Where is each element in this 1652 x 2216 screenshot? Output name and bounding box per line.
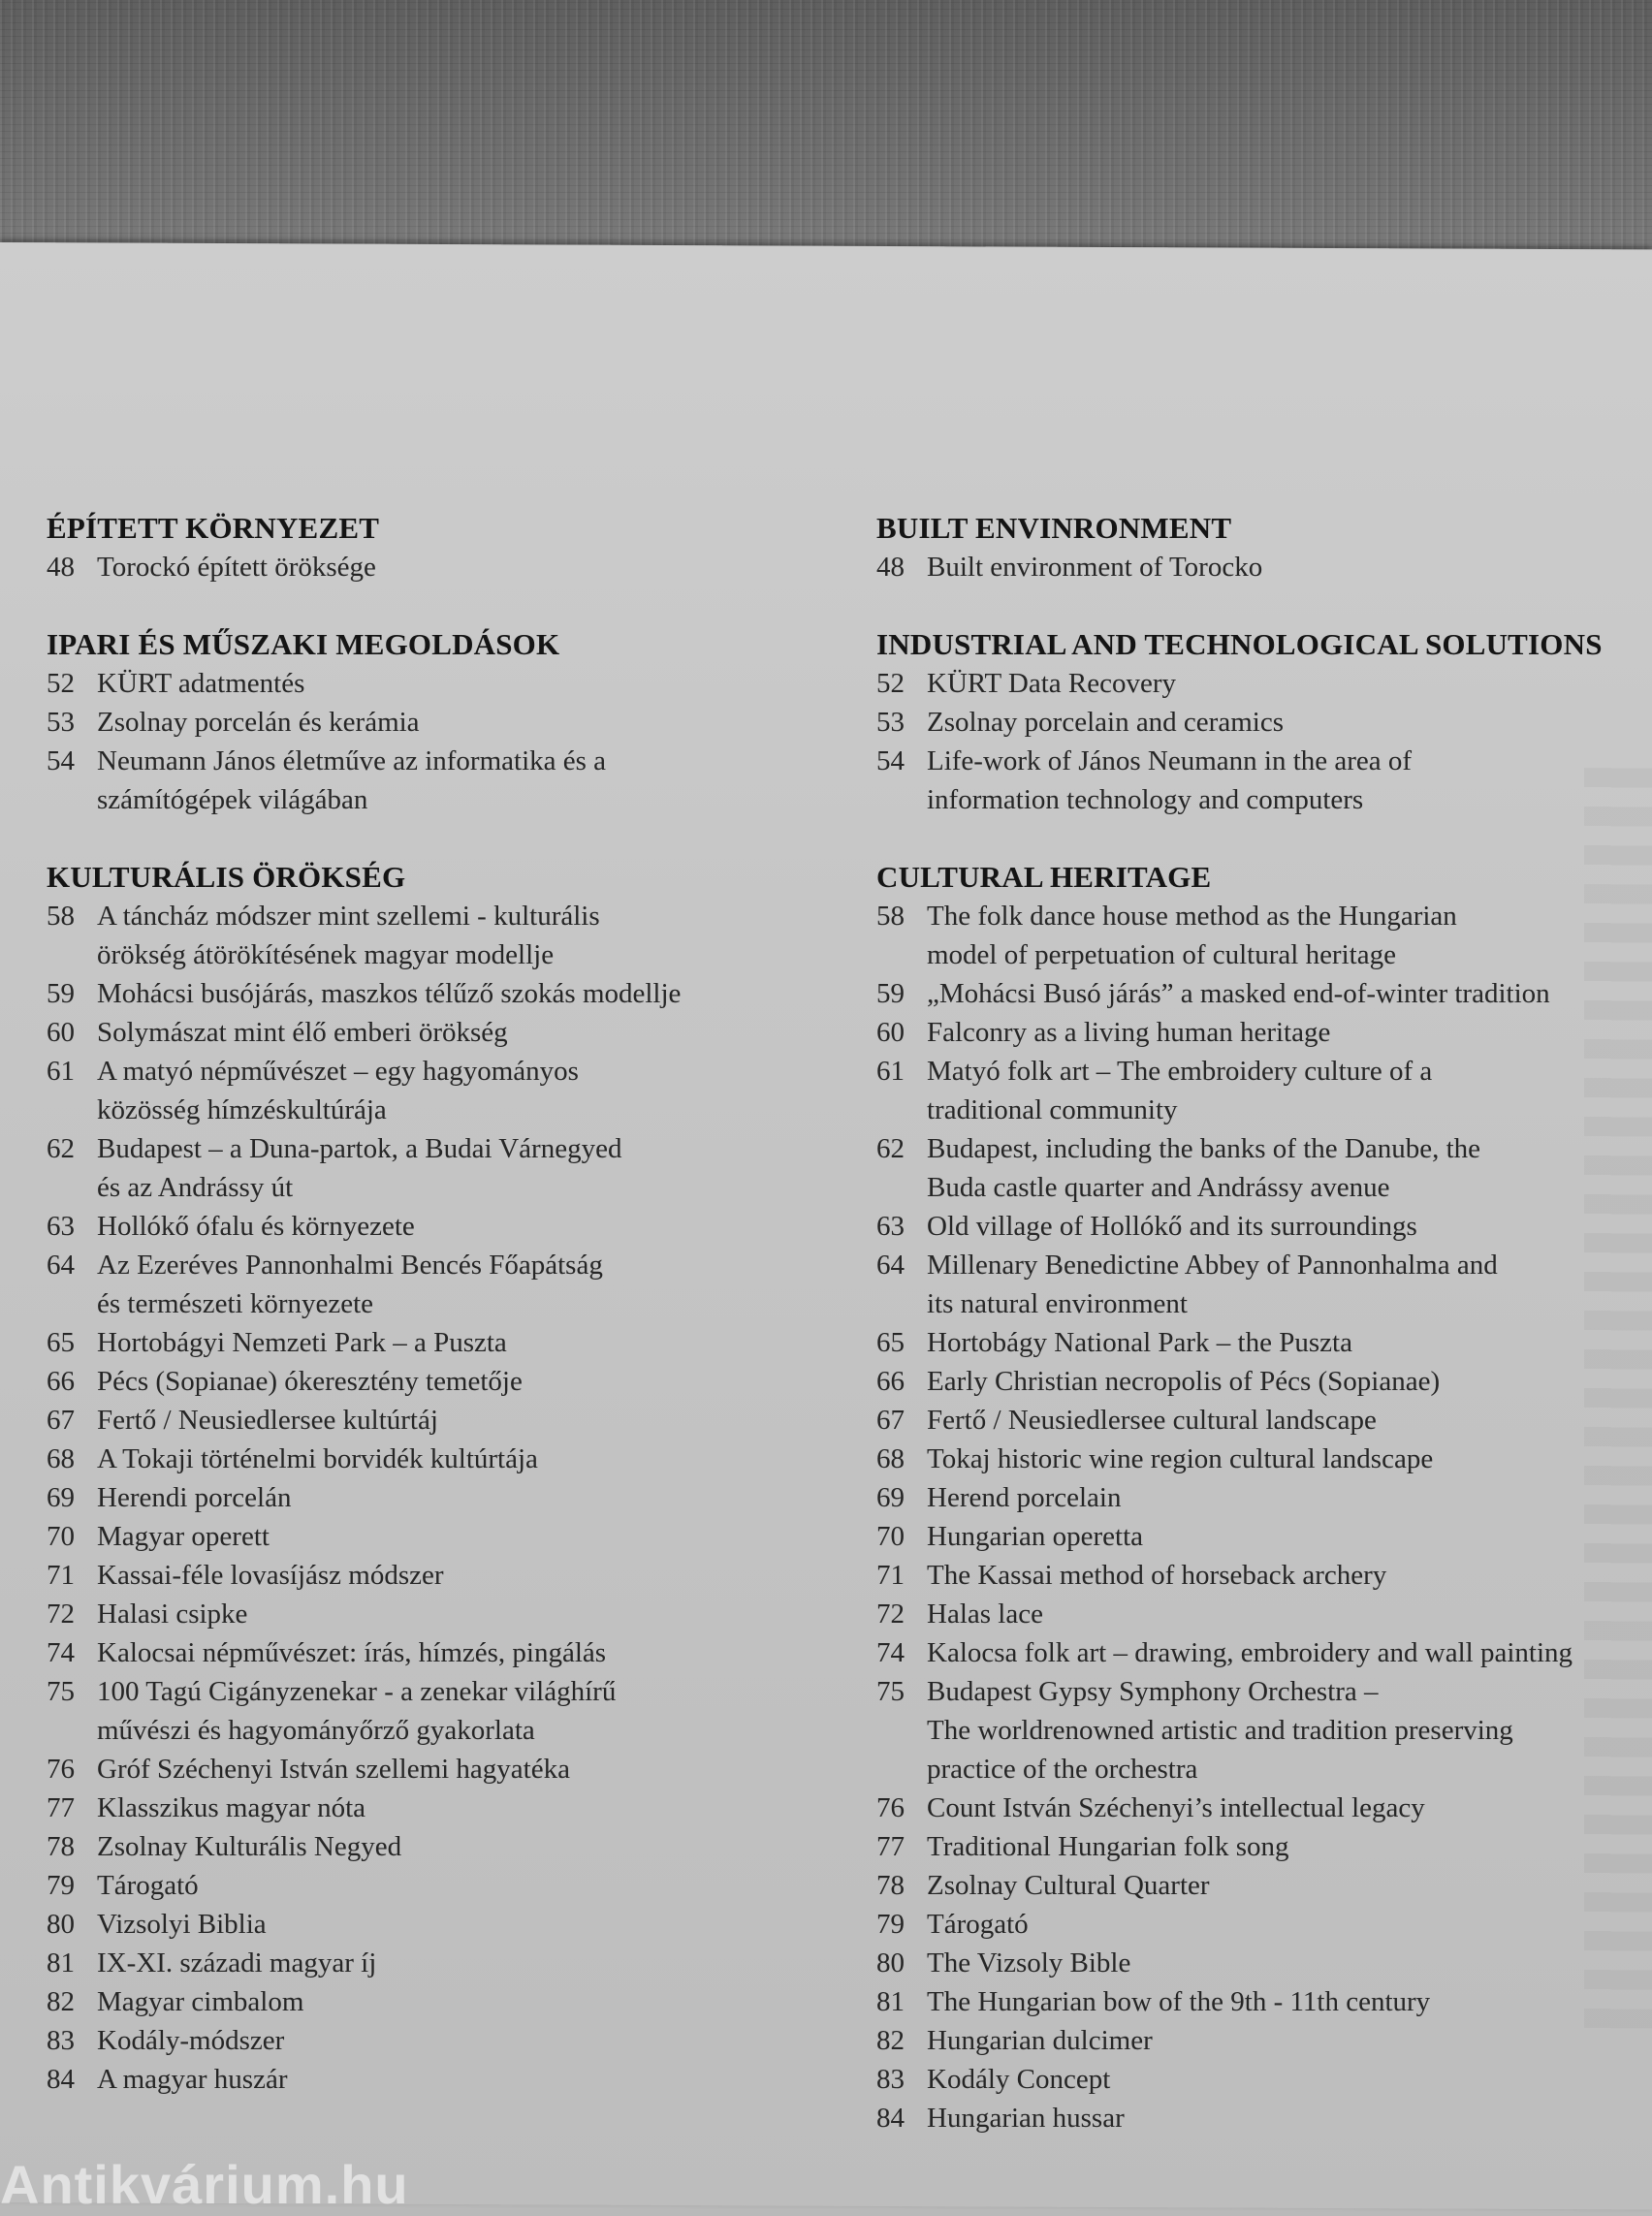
toc-entry: [876, 1789, 1633, 1827]
toc-page-number: 66: [47, 1366, 75, 1397]
contents-section: [47, 509, 861, 586]
toc-entry: [876, 1246, 1633, 1323]
toc-entry-title: A táncház módszer mint szellemi - kulturális örökség átörökítésének magyar modellje: [97, 901, 600, 970]
toc-entry-title: „Mohácsi Busó járás” a masked end-of-winter tradition: [927, 978, 1550, 1009]
toc-entry-title: Tokaj historic wine region cultural landscape: [927, 1443, 1434, 1474]
toc-page-number: 68: [876, 1443, 905, 1474]
toc-page-number: 75: [876, 1676, 905, 1707]
toc-entry-title: Budapest – a Duna-partok, a Budai Várnegyed és az Andrássy út: [97, 1133, 622, 1203]
toc-entry: [876, 2060, 1633, 2099]
toc-page-number: 64: [876, 1250, 905, 1281]
toc-entry: [876, 1905, 1633, 1944]
toc-entry: [876, 1827, 1633, 1866]
toc-page-number: 63: [876, 1211, 905, 1242]
toc-page-number: 52: [47, 668, 75, 699]
section-heading: ÉPÍTETT KÖRNYEZET: [47, 511, 380, 545]
contents-section: [876, 858, 1633, 2137]
toc-page-number: 60: [876, 1017, 905, 1048]
toc-entry: [876, 548, 1633, 586]
toc-page-number: 74: [876, 1637, 905, 1668]
toc-entry-title: Zsolnay porcelain and ceramics: [927, 707, 1284, 738]
toc-entry-title: Hungarian operetta: [927, 1521, 1144, 1552]
toc-page-number: 78: [47, 1831, 75, 1862]
toc-page-number: 67: [876, 1405, 905, 1436]
toc-entry: [47, 1556, 861, 1595]
toc-entry-title: Herendi porcelán: [97, 1482, 292, 1513]
toc-entry: [876, 897, 1633, 974]
toc-entry: [876, 1129, 1633, 1207]
toc-entry-title: Traditional Hungarian folk song: [927, 1831, 1289, 1862]
toc-page-number: 61: [876, 1056, 905, 1087]
toc-entry-title: Fertő / Neusiedlersee kultúrtáj: [97, 1405, 438, 1436]
toc-entry: [876, 664, 1633, 703]
toc-entry: [876, 703, 1633, 742]
section-heading: INDUSTRIAL AND TECHNOLOGICAL SOLUTIONS: [876, 627, 1603, 661]
toc-entry: [876, 1517, 1633, 1556]
contents-section: [47, 625, 861, 819]
toc-entry-title: A magyar huszár: [97, 2064, 288, 2095]
section-heading: KULTURÁLIS ÖRÖKSÉG: [47, 860, 406, 894]
toc-entry: [47, 2021, 861, 2060]
toc-entry: [876, 1595, 1633, 1633]
toc-entry: [876, 1401, 1633, 1440]
toc-page-number: 69: [47, 1482, 75, 1513]
toc-page-number: 65: [47, 1327, 75, 1358]
toc-page-number: 71: [47, 1560, 75, 1591]
toc-entry: [47, 1905, 861, 1944]
toc-page-number: 58: [47, 901, 75, 932]
toc-entry: [47, 548, 861, 586]
toc-entry: [47, 1517, 861, 1556]
toc-page-number: 77: [876, 1831, 905, 1862]
toc-entry: [876, 1944, 1633, 1982]
toc-entry-title: Budapest Gypsy Symphony Orchestra – The worldrenowned artistic and tradition preserving practice of the orchestra: [927, 1676, 1513, 1785]
toc-entry: [876, 1672, 1633, 1789]
toc-page-number: 84: [47, 2064, 75, 2095]
toc-entry-title: KÜRT Data Recovery: [927, 668, 1177, 699]
toc-entry-title: Hollókő ófalu és környezete: [97, 1211, 415, 1242]
toc-entry: [47, 897, 861, 974]
toc-page-number: 76: [47, 1754, 75, 1785]
toc-page-number: 70: [876, 1521, 905, 1552]
toc-entry-title: Hortobágyi Nemzeti Park – a Puszta: [97, 1327, 507, 1358]
toc-entry-title: Pécs (Sopianae) ókeresztény temetője: [97, 1366, 523, 1397]
toc-page-number: 81: [876, 1986, 905, 2017]
toc-entry-title: Solymászat mint élő emberi örökség: [97, 1017, 508, 1048]
toc-entry-title: Matyó folk art – The embroidery culture of a traditional community: [927, 1056, 1433, 1125]
toc-entry: [876, 1323, 1633, 1362]
toc-entry-title: Neumann János életműve az informatika és a számítógépek világában: [97, 745, 607, 815]
toc-entry: [876, 1362, 1633, 1401]
toc-entry-title: Halasi csipke: [97, 1599, 248, 1630]
toc-entry-title: Budapest, including the banks of the Danube, the Buda castle quarter and Andrássy avenue: [927, 1133, 1481, 1203]
toc-entry-title: Torockó épített öröksége: [97, 552, 376, 583]
toc-entry-title: Kalocsai népművészet: írás, hímzés, pingálás: [97, 1637, 607, 1668]
toc-entry-title: Zsolnay Kulturális Negyed: [97, 1831, 402, 1862]
toc-page-number: 64: [47, 1250, 75, 1281]
toc-page-number: 76: [876, 1792, 905, 1823]
toc-entry-title: Life-work of János Neumann in the area of information technology and computers: [927, 745, 1413, 815]
toc-entry: [876, 1478, 1633, 1517]
toc-page-number: 62: [47, 1133, 75, 1164]
toc-entry: [876, 1982, 1633, 2021]
toc-entry: [47, 1633, 861, 1672]
toc-entry: [876, 974, 1633, 1013]
toc-entry-title: IX-XI. századi magyar íj: [97, 1947, 377, 1979]
toc-entry-title: Klasszikus magyar nóta: [97, 1792, 366, 1823]
toc-entry-title: A matyó népművészet – egy hagyományos közösség hímzéskultúrája: [97, 1056, 579, 1125]
toc-entry: [47, 1013, 861, 1052]
toc-entry-title: A Tokaji történelmi borvidék kultúrtája: [97, 1443, 538, 1474]
toc-entry-title: Halas lace: [927, 1599, 1043, 1630]
table-surface: [0, 0, 1652, 254]
toc-entry-title: Kassai-féle lovasíjász módszer: [97, 1560, 444, 1591]
toc-entry-title: Gróf Széchenyi István szellemi hagyatéka: [97, 1754, 570, 1785]
toc-entry: [876, 1866, 1633, 1905]
toc-entry: [47, 1401, 861, 1440]
toc-entry-title: Hungarian dulcimer: [927, 2025, 1153, 2056]
toc-entry: [876, 1207, 1633, 1246]
section-heading: IPARI ÉS MŰSZAKI MEGOLDÁSOK: [47, 627, 560, 661]
contents-section: [876, 509, 1633, 586]
toc-page-number: 53: [876, 707, 905, 738]
toc-page-number: 62: [876, 1133, 905, 1164]
section-heading: BUILT ENVINRONMENT: [876, 511, 1232, 545]
toc-page-number: 59: [876, 978, 905, 1009]
toc-page-number: 48: [876, 552, 905, 583]
toc-page-number: 82: [876, 2025, 905, 2056]
toc-page-number: 54: [47, 745, 75, 776]
toc-page-number: 80: [47, 1909, 75, 1940]
toc-page-number: 72: [876, 1599, 905, 1630]
toc-entry: [47, 1478, 861, 1517]
toc-entry-title: Millenary Benedictine Abbey of Pannonhalma and its natural environment: [927, 1250, 1498, 1319]
toc-entry: [47, 2060, 861, 2099]
toc-page-number: 79: [47, 1870, 75, 1901]
contents-section: [876, 625, 1633, 819]
toc-page-number: 54: [876, 745, 905, 776]
toc-page-number: 77: [47, 1792, 75, 1823]
toc-entry-title: Built environment of Torocko: [927, 552, 1263, 583]
toc-page-number: 60: [47, 1017, 75, 1048]
toc-entry-title: Az Ezeréves Pannonhalmi Bencés Főapátság és természeti környezete: [97, 1250, 603, 1319]
toc-entry: [47, 1246, 861, 1323]
toc-entry-title: Old village of Hollókő and its surroundings: [927, 1211, 1417, 1242]
toc-page-number: 82: [47, 1986, 75, 2017]
toc-entry: [47, 1595, 861, 1633]
toc-page-number: 66: [876, 1366, 905, 1397]
toc-entry: [47, 1207, 861, 1246]
toc-entry: [47, 1750, 861, 1789]
toc-entry: [876, 2021, 1633, 2060]
toc-entry: [47, 1052, 861, 1129]
toc-entry-title: Fertő / Neusiedlersee cultural landscape: [927, 1405, 1377, 1436]
toc-entry: [876, 742, 1633, 819]
english-contents-column: [876, 509, 1633, 2176]
toc-page-number: 83: [876, 2064, 905, 2095]
toc-entry: [47, 1323, 861, 1362]
toc-entry-title: Magyar operett: [97, 1521, 270, 1552]
toc-entry-title: Magyar cimbalom: [97, 1986, 304, 2017]
toc-entry-title: Count István Széchenyi’s intellectual legacy: [927, 1792, 1425, 1823]
toc-entry: [876, 1013, 1633, 1052]
toc-entry-title: The folk dance house method as the Hungarian model of perpetuation of cultural heritage: [927, 901, 1457, 970]
toc-page-number: 61: [47, 1056, 75, 1087]
toc-entry: [47, 1982, 861, 2021]
toc-entry-title: Tárogató: [97, 1870, 199, 1901]
toc-entry-title: Zsolnay porcelán és kerámia: [97, 707, 420, 738]
toc-page-number: 79: [876, 1909, 905, 1940]
toc-page-number: 69: [876, 1482, 905, 1513]
toc-page-number: 75: [47, 1676, 75, 1707]
toc-entry: [47, 742, 861, 819]
toc-entry-title: Falconry as a living human heritage: [927, 1017, 1331, 1048]
toc-entry-title: Early Christian necropolis of Pécs (Sopianae): [927, 1366, 1441, 1397]
toc-entry: [47, 1827, 861, 1866]
toc-entry-title: KÜRT adatmentés: [97, 668, 305, 699]
toc-entry: [47, 974, 861, 1013]
toc-entry: [47, 703, 861, 742]
toc-entry-title: Hortobágy National Park – the Puszta: [927, 1327, 1352, 1358]
toc-page-number: 72: [47, 1599, 75, 1630]
toc-entry-title: Kodály Concept: [927, 2064, 1111, 2095]
toc-entry: [47, 1944, 861, 1982]
toc-entry-title: The Hungarian bow of the 9th - 11th century: [927, 1986, 1431, 2017]
toc-entry-title: The Kassai method of horseback archery: [927, 1560, 1387, 1591]
toc-page-number: 70: [47, 1521, 75, 1552]
toc-page-number: 83: [47, 2025, 75, 2056]
toc-entry: [47, 1440, 861, 1478]
toc-entry: [876, 2099, 1633, 2137]
toc-page-number: 68: [47, 1443, 75, 1474]
toc-entry-title: The Vizsoly Bible: [927, 1947, 1131, 1979]
toc-entry-title: Kodály-módszer: [97, 2025, 285, 2056]
toc-entry: [47, 1129, 861, 1207]
watermark: Antikvárium.hu: [0, 2154, 409, 2215]
toc-page-number: 67: [47, 1405, 75, 1436]
toc-entry: [47, 1672, 861, 1750]
toc-entry: [876, 1440, 1633, 1478]
toc-entry: [876, 1052, 1633, 1129]
toc-page-number: 53: [47, 707, 75, 738]
toc-page-number: 84: [876, 2103, 905, 2134]
toc-entry: [876, 1633, 1633, 1672]
toc-entry-title: 100 Tagú Cigányzenekar - a zenekar világhírű művészi és hagyományőrző gyakorlata: [97, 1676, 617, 1746]
toc-entry-title: Hungarian hussar: [927, 2103, 1125, 2134]
toc-page-number: 74: [47, 1637, 75, 1668]
toc-entry: [47, 664, 861, 703]
toc-page-number: 78: [876, 1870, 905, 1901]
toc-page-number: 80: [876, 1947, 905, 1979]
toc-entry: [47, 1362, 861, 1401]
toc-page-number: 58: [876, 901, 905, 932]
toc-entry-title: Zsolnay Cultural Quarter: [927, 1870, 1210, 1901]
toc-page-number: 71: [876, 1560, 905, 1591]
toc-entry: [47, 1789, 861, 1827]
toc-page-number: 52: [876, 668, 905, 699]
toc-entry-title: Kalocsa folk art – drawing, embroidery and wall painting: [927, 1637, 1573, 1668]
toc-page-number: 59: [47, 978, 75, 1009]
toc-page-number: 65: [876, 1327, 905, 1358]
toc-entry: [47, 1866, 861, 1905]
toc-page-number: 48: [47, 552, 75, 583]
toc-entry-title: Vizsolyi Biblia: [97, 1909, 267, 1940]
toc-page-number: 63: [47, 1211, 75, 1242]
toc-entry-title: Herend porcelain: [927, 1482, 1122, 1513]
hungarian-contents-column: [47, 509, 861, 2137]
contents-section: [47, 858, 861, 2099]
toc-entry: [876, 1556, 1633, 1595]
section-heading: CULTURAL HERITAGE: [876, 860, 1212, 894]
toc-entry-title: Tárogató: [927, 1909, 1029, 1940]
toc-entry-title: Mohácsi busójárás, maszkos télűző szokás modellje: [97, 978, 682, 1009]
toc-page-number: 81: [47, 1947, 75, 1979]
